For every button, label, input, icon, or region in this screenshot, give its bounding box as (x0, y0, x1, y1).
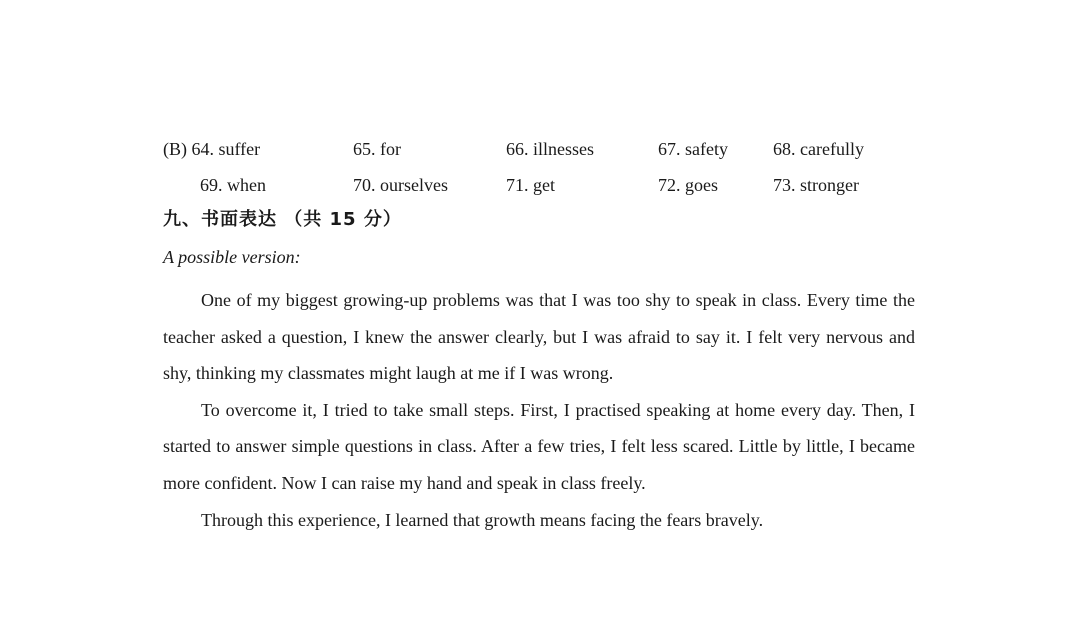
answer-row (163, 173, 923, 209)
essay-body (163, 282, 915, 538)
answer-item: 71. get (506, 175, 555, 195)
answer-item: 73. stronger (773, 175, 859, 195)
answer-item: (B) 64. suffer (163, 139, 261, 159)
answer-item: 72. goes (658, 175, 718, 195)
answer-item: 68. carefully (773, 139, 864, 159)
version-label: A possible version: (163, 247, 301, 267)
answer-item: 65. for (353, 139, 401, 159)
essay-paragraph: Through this experience, I learned that growth means facing the fears bravely. (201, 509, 764, 530)
section-heading: 九、书面表达 （共 15 分） (163, 209, 402, 230)
answer-item: 67. safety (658, 139, 728, 159)
answer-key (163, 137, 923, 209)
essay-paragraph: To overcome it, I tried to take small steps. First, I practised speaking at home every day. Then, I started to answer simple questions in class. After a few tries, I felt less scared. Little by little, I became more confident. Now I can raise my hand and speak in class freely. (163, 399, 915, 493)
essay-paragraph: One of my biggest growing-up problems was that I was too shy to speak in class. Every time the teacher asked a question, I knew the answer clearly, but I was afraid to say it. I felt very nervous and shy, thinking my classmates might laugh at me if I was wrong. (163, 290, 915, 384)
answer-item: 69. when (200, 175, 266, 195)
answer-item: 70. ourselves (353, 175, 448, 195)
answer-row (163, 137, 923, 173)
answer-item: 66. illnesses (506, 139, 594, 159)
